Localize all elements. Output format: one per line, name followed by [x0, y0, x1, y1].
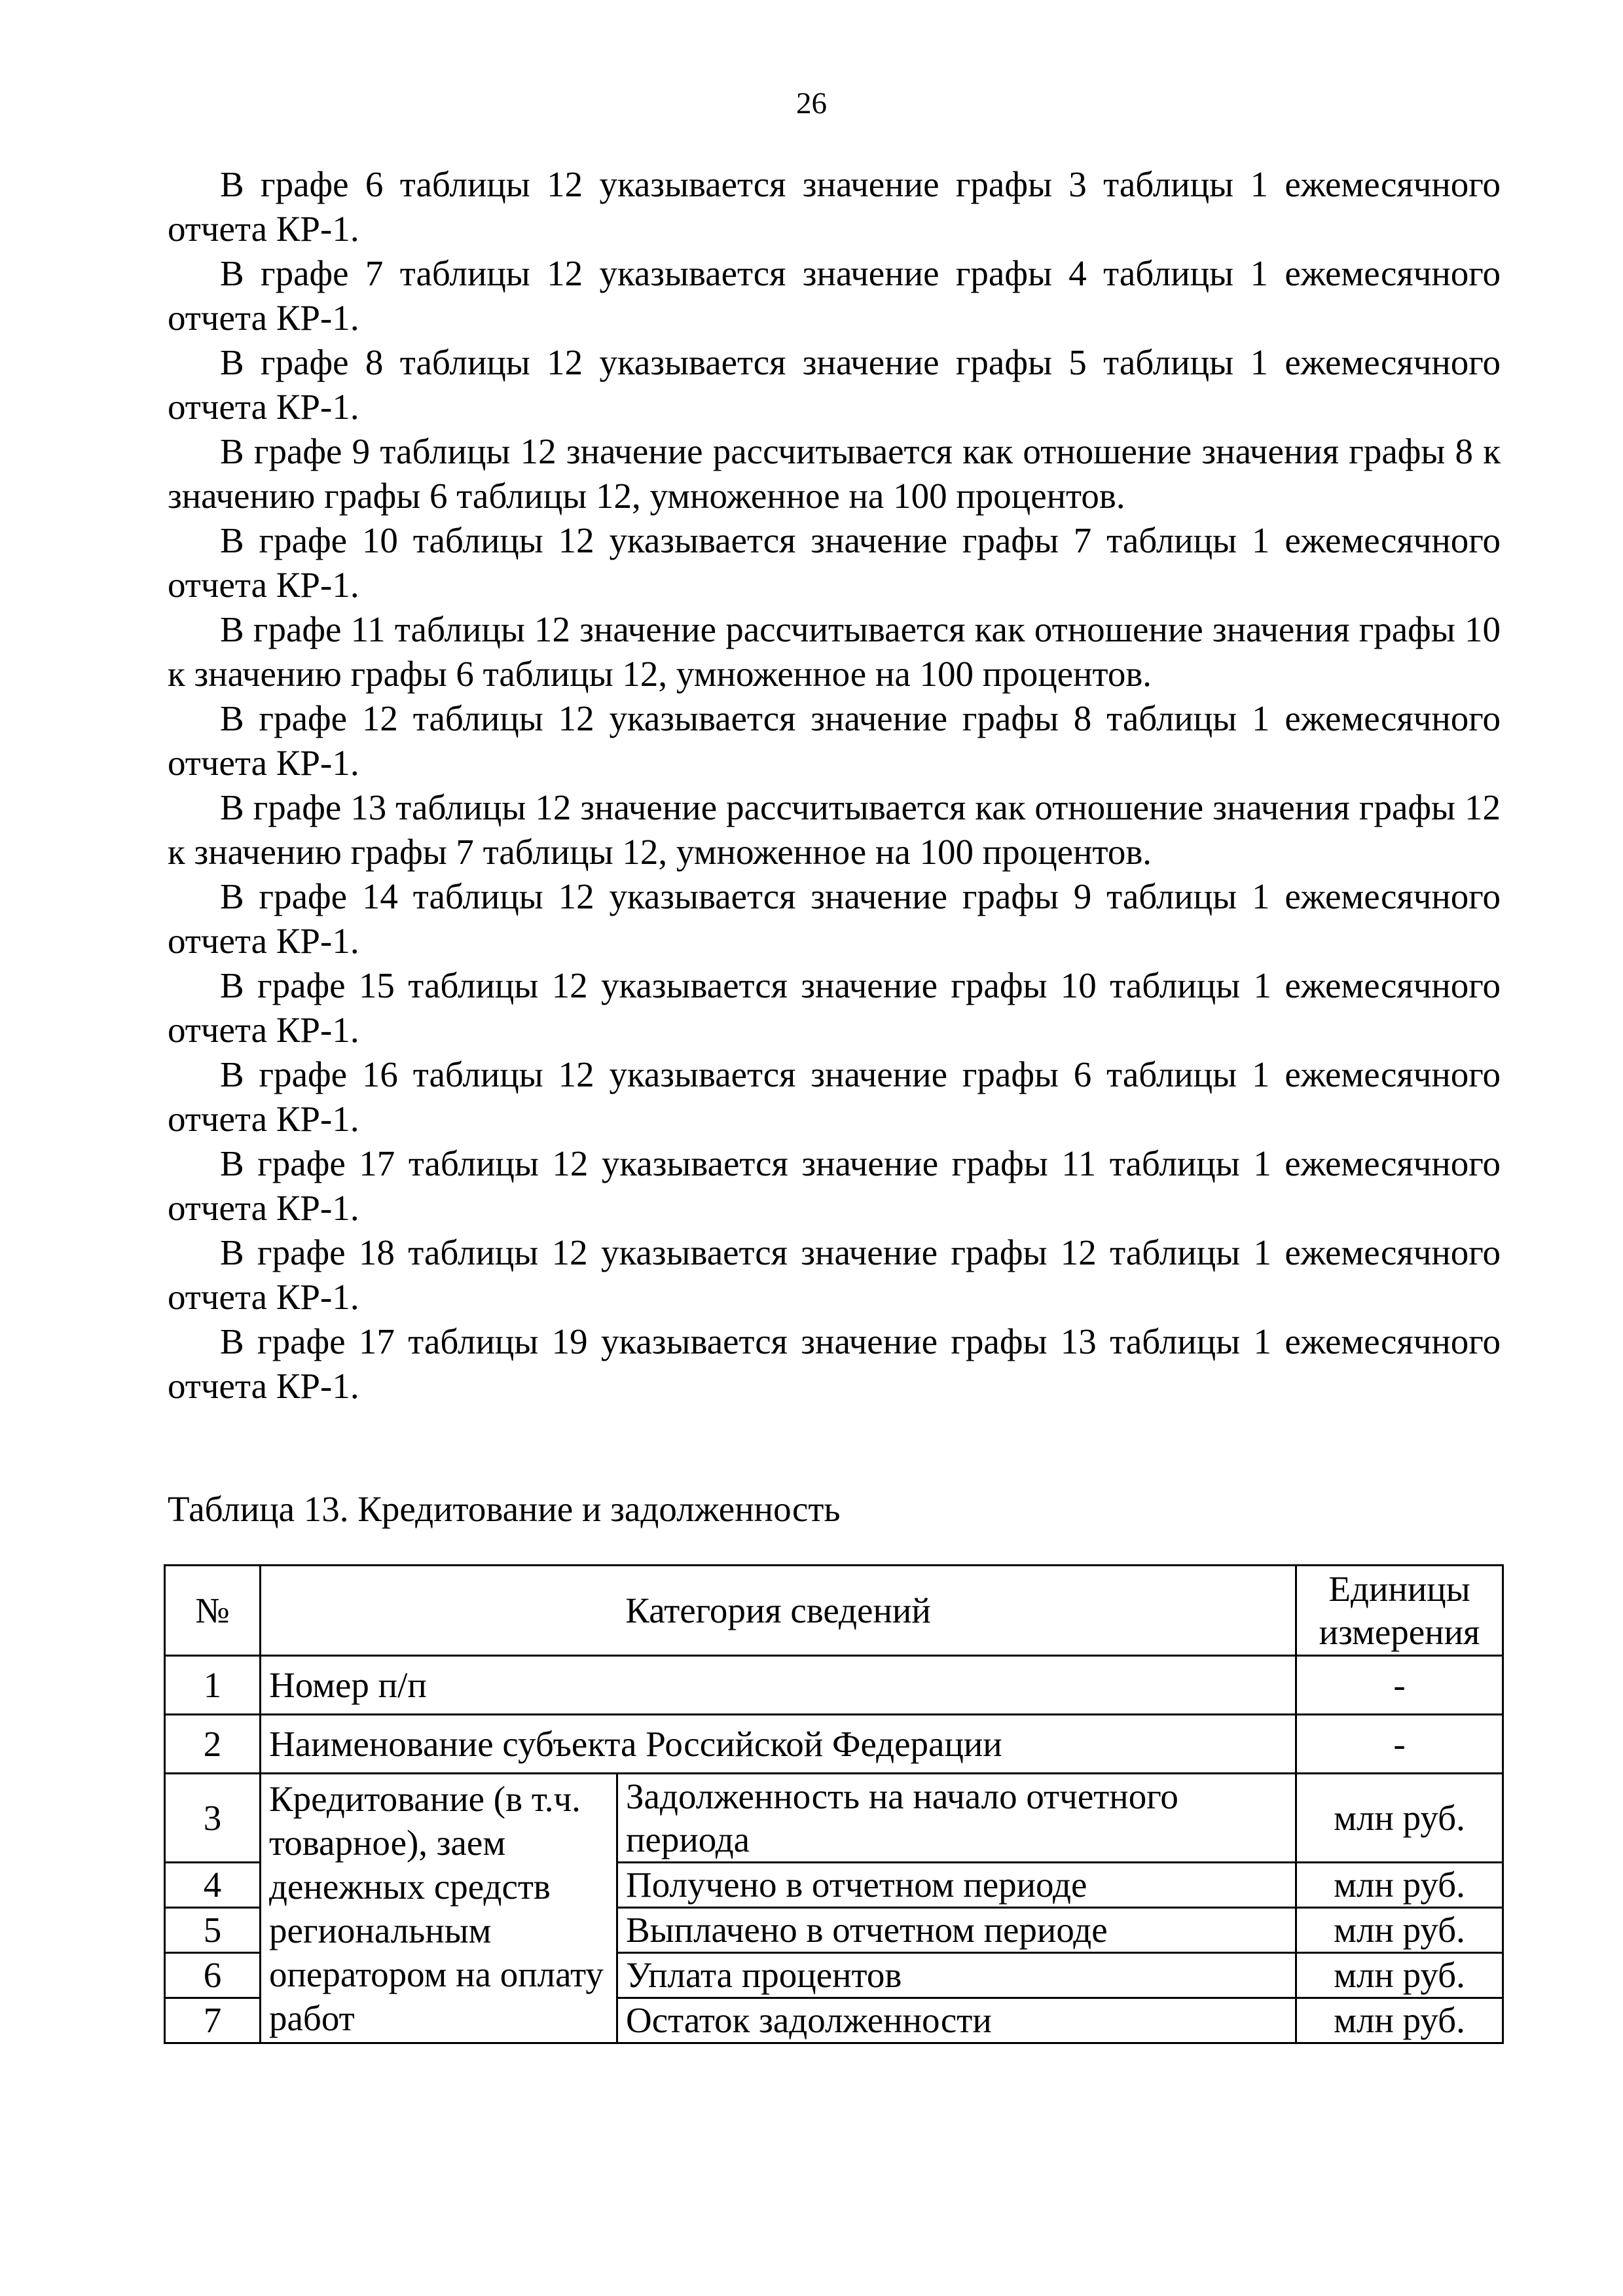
table-header-row	[165, 1566, 1503, 1656]
row-unit: млн руб.	[1296, 1953, 1503, 1998]
header-num: №	[165, 1566, 261, 1656]
table-caption: Таблица 13. Кредитование и задолженность	[168, 1489, 841, 1529]
paragraph: В графе 17 таблицы 12 указывается значение графы 11 таблицы 1 ежемесячного отчета КР-1.	[168, 1143, 1501, 1228]
row-number: 6	[165, 1953, 261, 1998]
header-category: Категория сведений	[261, 1566, 1296, 1656]
row-unit: -	[1296, 1656, 1503, 1715]
row-number: 4	[165, 1863, 261, 1908]
row-number: 2	[165, 1715, 261, 1774]
paragraph: В графе 7 таблицы 12 указывается значение графы 4 таблицы 1 ежемесячного отчета КР-1.	[168, 253, 1501, 338]
paragraph: В графе 8 таблицы 12 указывается значение графы 5 таблицы 1 ежемесячного отчета КР-1.	[168, 342, 1501, 427]
paragraph: В графе 11 таблицы 12 значение рассчитывается как отношение значения графы 10 к значению графы 6 таблицы 12, умноженное на 100 процентов.	[168, 609, 1501, 694]
table-row	[165, 1774, 1503, 1863]
paragraph: В графе 6 таблицы 12 указывается значение графы 3 таблицы 1 ежемесячного отчета КР-1.	[168, 164, 1501, 249]
row-subcategory: Выплачено в отчетном периоде	[617, 1908, 1296, 1953]
row-unit: -	[1296, 1715, 1503, 1774]
row-number: 7	[165, 1998, 261, 2043]
header-unit: Единицы измерения	[1296, 1566, 1503, 1656]
paragraph: В графе 15 таблицы 12 указывается значение графы 10 таблицы 1 ежемесячного отчета КР-1.	[168, 965, 1501, 1050]
row-subcategory: Задолженность на начало отчетного периода	[617, 1774, 1296, 1863]
group-label: Кредитование (в т.ч. товарное), заем денежных средств региональным оператором на оплату работ	[261, 1774, 617, 2043]
paragraph: В графе 18 таблицы 12 указывается значение графы 12 таблицы 1 ежемесячного отчета КР-1.	[168, 1232, 1501, 1317]
row-category: Наименование субъекта Российской Федерации	[261, 1715, 1296, 1774]
row-subcategory: Остаток задолженности	[617, 1998, 1296, 2043]
paragraph: В графе 9 таблицы 12 значение рассчитывается как отношение значения графы 8 к значению графы 6 таблицы 12, умноженное на 100 процентов.	[168, 431, 1501, 516]
credit-table	[164, 1564, 1504, 2044]
row-number: 1	[165, 1656, 261, 1715]
table-row	[165, 1656, 1503, 1715]
row-subcategory: Уплата процентов	[617, 1953, 1296, 1998]
paragraph: В графе 12 таблицы 12 указывается значение графы 8 таблицы 1 ежемесячного отчета КР-1.	[168, 698, 1501, 783]
body-text	[168, 162, 1501, 1408]
row-unit: млн руб.	[1296, 1774, 1503, 1863]
row-category: Номер п/п	[261, 1656, 1296, 1715]
paragraph: В графе 16 таблицы 12 указывается значение графы 6 таблицы 1 ежемесячного отчета КР-1.	[168, 1054, 1501, 1139]
row-subcategory: Получено в отчетном периоде	[617, 1863, 1296, 1908]
row-unit: млн руб.	[1296, 1908, 1503, 1953]
paragraph: В графе 17 таблицы 19 указывается значение графы 13 таблицы 1 ежемесячного отчета КР-1.	[168, 1321, 1501, 1406]
page-number: 26	[796, 86, 827, 120]
row-number: 3	[165, 1774, 261, 1863]
row-unit: млн руб.	[1296, 1863, 1503, 1908]
paragraph: В графе 13 таблицы 12 значение рассчитывается как отношение значения графы 12 к значению графы 7 таблицы 12, умноженное на 100 процентов.	[168, 787, 1501, 872]
paragraph: В графе 14 таблицы 12 указывается значение графы 9 таблицы 1 ежемесячного отчета КР-1.	[168, 876, 1501, 961]
paragraph: В графе 10 таблицы 12 указывается значение графы 7 таблицы 1 ежемесячного отчета КР-1.	[168, 520, 1501, 605]
row-number: 5	[165, 1908, 261, 1953]
table-row	[165, 1715, 1503, 1774]
row-unit: млн руб.	[1296, 1998, 1503, 2043]
